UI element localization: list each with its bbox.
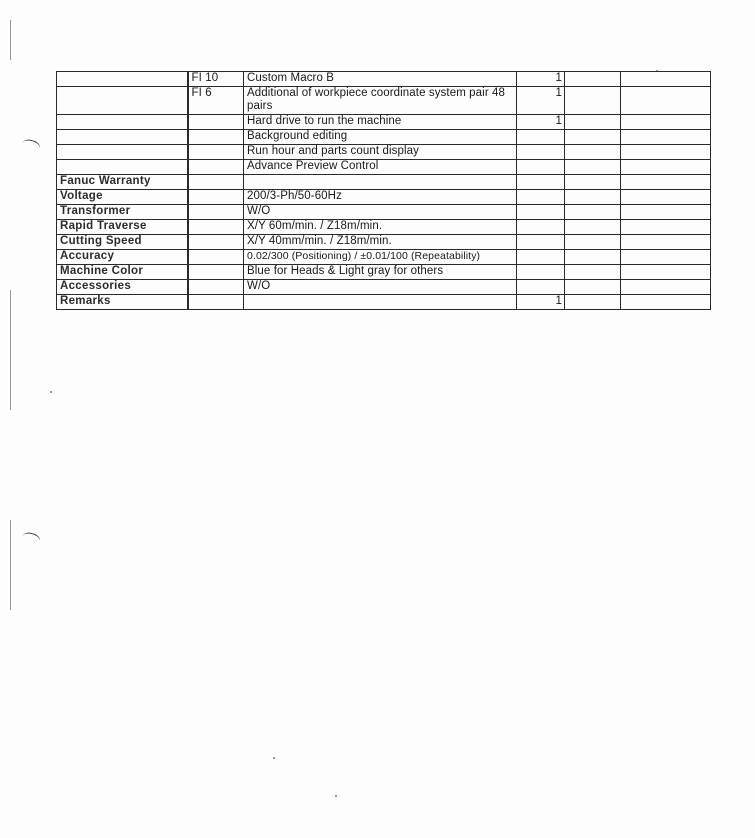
table-row bbox=[57, 220, 711, 235]
option-code bbox=[188, 130, 244, 145]
spec-description: X/Y 40mm/min. / Z18m/min. bbox=[244, 235, 517, 250]
spec-description: W/O bbox=[244, 205, 517, 220]
table-row bbox=[57, 130, 711, 145]
spec-label bbox=[57, 160, 188, 175]
table-row bbox=[57, 72, 711, 87]
table-row bbox=[57, 205, 711, 220]
spec-description: Custom Macro B bbox=[244, 72, 517, 87]
option-code bbox=[188, 220, 244, 235]
spec-label bbox=[57, 130, 188, 145]
empty-cell bbox=[621, 175, 711, 190]
option-code bbox=[188, 145, 244, 160]
scan-edge-mark bbox=[10, 290, 11, 410]
scan-speck bbox=[50, 391, 52, 393]
scan-artifact-curve bbox=[21, 531, 41, 546]
quantity-cell bbox=[517, 250, 565, 265]
spec-description: Background editing bbox=[244, 130, 517, 145]
spec-label: Cutting Speed bbox=[57, 235, 188, 250]
spec-description: Run hour and parts count display bbox=[244, 145, 517, 160]
empty-cell bbox=[565, 190, 621, 205]
spec-label: Remarks bbox=[57, 295, 188, 310]
table-row bbox=[57, 190, 711, 205]
option-code bbox=[188, 175, 244, 190]
spec-label bbox=[57, 115, 188, 130]
empty-cell bbox=[565, 205, 621, 220]
option-code bbox=[188, 265, 244, 280]
empty-cell bbox=[565, 265, 621, 280]
option-code bbox=[188, 115, 244, 130]
spec-description: Hard drive to run the machine bbox=[244, 115, 517, 130]
spec-description bbox=[244, 175, 517, 190]
option-code bbox=[188, 205, 244, 220]
empty-cell bbox=[565, 130, 621, 145]
empty-cell bbox=[621, 265, 711, 280]
quantity-cell: 1 bbox=[517, 72, 565, 87]
scan-artifact-curve bbox=[21, 138, 41, 153]
empty-cell bbox=[565, 280, 621, 295]
table-row bbox=[57, 175, 711, 190]
table-row bbox=[57, 87, 711, 115]
option-code: FI 6 bbox=[188, 87, 244, 115]
scan-edge-mark bbox=[10, 20, 11, 60]
empty-cell bbox=[565, 160, 621, 175]
spec-label: Machine Color bbox=[57, 265, 188, 280]
quantity-cell bbox=[517, 160, 565, 175]
option-code bbox=[188, 280, 244, 295]
spec-description: Advance Preview Control bbox=[244, 160, 517, 175]
spec-label: Rapid Traverse bbox=[57, 220, 188, 235]
table-row bbox=[57, 265, 711, 280]
quantity-cell bbox=[517, 175, 565, 190]
spec-label: Fanuc Warranty bbox=[57, 175, 188, 190]
empty-cell bbox=[621, 220, 711, 235]
option-code bbox=[188, 160, 244, 175]
quantity-cell bbox=[517, 235, 565, 250]
spec-label bbox=[57, 72, 188, 87]
empty-cell bbox=[621, 72, 711, 87]
empty-cell bbox=[565, 295, 621, 310]
empty-cell bbox=[621, 130, 711, 145]
option-code: FI 10 bbox=[188, 72, 244, 87]
quantity-cell: 1 bbox=[517, 295, 565, 310]
empty-cell bbox=[565, 220, 621, 235]
empty-cell bbox=[621, 190, 711, 205]
spec-description: Additional of workpiece coordinate system pair 48 pairs bbox=[244, 87, 517, 115]
spec-description: 200/3-Ph/50-60Hz bbox=[244, 190, 517, 205]
spec-label: Accuracy bbox=[57, 250, 188, 265]
empty-cell bbox=[621, 235, 711, 250]
table-row bbox=[57, 115, 711, 130]
option-code bbox=[188, 190, 244, 205]
option-code bbox=[188, 235, 244, 250]
spec-description: W/O bbox=[244, 280, 517, 295]
spec-description bbox=[244, 295, 517, 310]
spec-description: X/Y 60m/min. / Z18m/min. bbox=[244, 220, 517, 235]
spec-description: 0.02/300 (Positioning) / ±0.01/100 (Repeatability) bbox=[244, 250, 517, 265]
spec-label: Transformer bbox=[57, 205, 188, 220]
empty-cell bbox=[565, 175, 621, 190]
quantity-cell bbox=[517, 145, 565, 160]
empty-cell bbox=[565, 72, 621, 87]
quantity-cell bbox=[517, 280, 565, 295]
empty-cell bbox=[565, 145, 621, 160]
quantity-cell: 1 bbox=[517, 115, 565, 130]
empty-cell bbox=[621, 280, 711, 295]
empty-cell bbox=[621, 160, 711, 175]
empty-cell bbox=[621, 250, 711, 265]
table-row bbox=[57, 145, 711, 160]
empty-cell bbox=[621, 205, 711, 220]
quantity-cell bbox=[517, 205, 565, 220]
table-row bbox=[57, 280, 711, 295]
spec-label bbox=[57, 87, 188, 115]
scan-speck bbox=[273, 757, 275, 759]
option-code bbox=[188, 295, 244, 310]
table-row bbox=[57, 235, 711, 250]
quantity-cell bbox=[517, 190, 565, 205]
empty-cell bbox=[621, 145, 711, 160]
quantity-cell bbox=[517, 265, 565, 280]
spec-label: Accessories bbox=[57, 280, 188, 295]
quantity-cell bbox=[517, 220, 565, 235]
machine-spec-table bbox=[56, 71, 711, 310]
scan-speck bbox=[335, 795, 337, 797]
spec-label bbox=[57, 145, 188, 160]
option-code bbox=[188, 250, 244, 265]
empty-cell bbox=[621, 87, 711, 115]
table-row bbox=[57, 160, 711, 175]
empty-cell bbox=[621, 115, 711, 130]
empty-cell bbox=[565, 115, 621, 130]
quantity-cell bbox=[517, 130, 565, 145]
scan-edge-mark bbox=[10, 520, 11, 610]
spec-label: Voltage bbox=[57, 190, 188, 205]
empty-cell bbox=[565, 250, 621, 265]
quantity-cell: 1 bbox=[517, 87, 565, 115]
table-row bbox=[57, 295, 711, 310]
spec-description: Blue for Heads & Light gray for others bbox=[244, 265, 517, 280]
empty-cell bbox=[565, 87, 621, 115]
empty-cell bbox=[621, 295, 711, 310]
empty-cell bbox=[565, 235, 621, 250]
table-row bbox=[57, 250, 711, 265]
